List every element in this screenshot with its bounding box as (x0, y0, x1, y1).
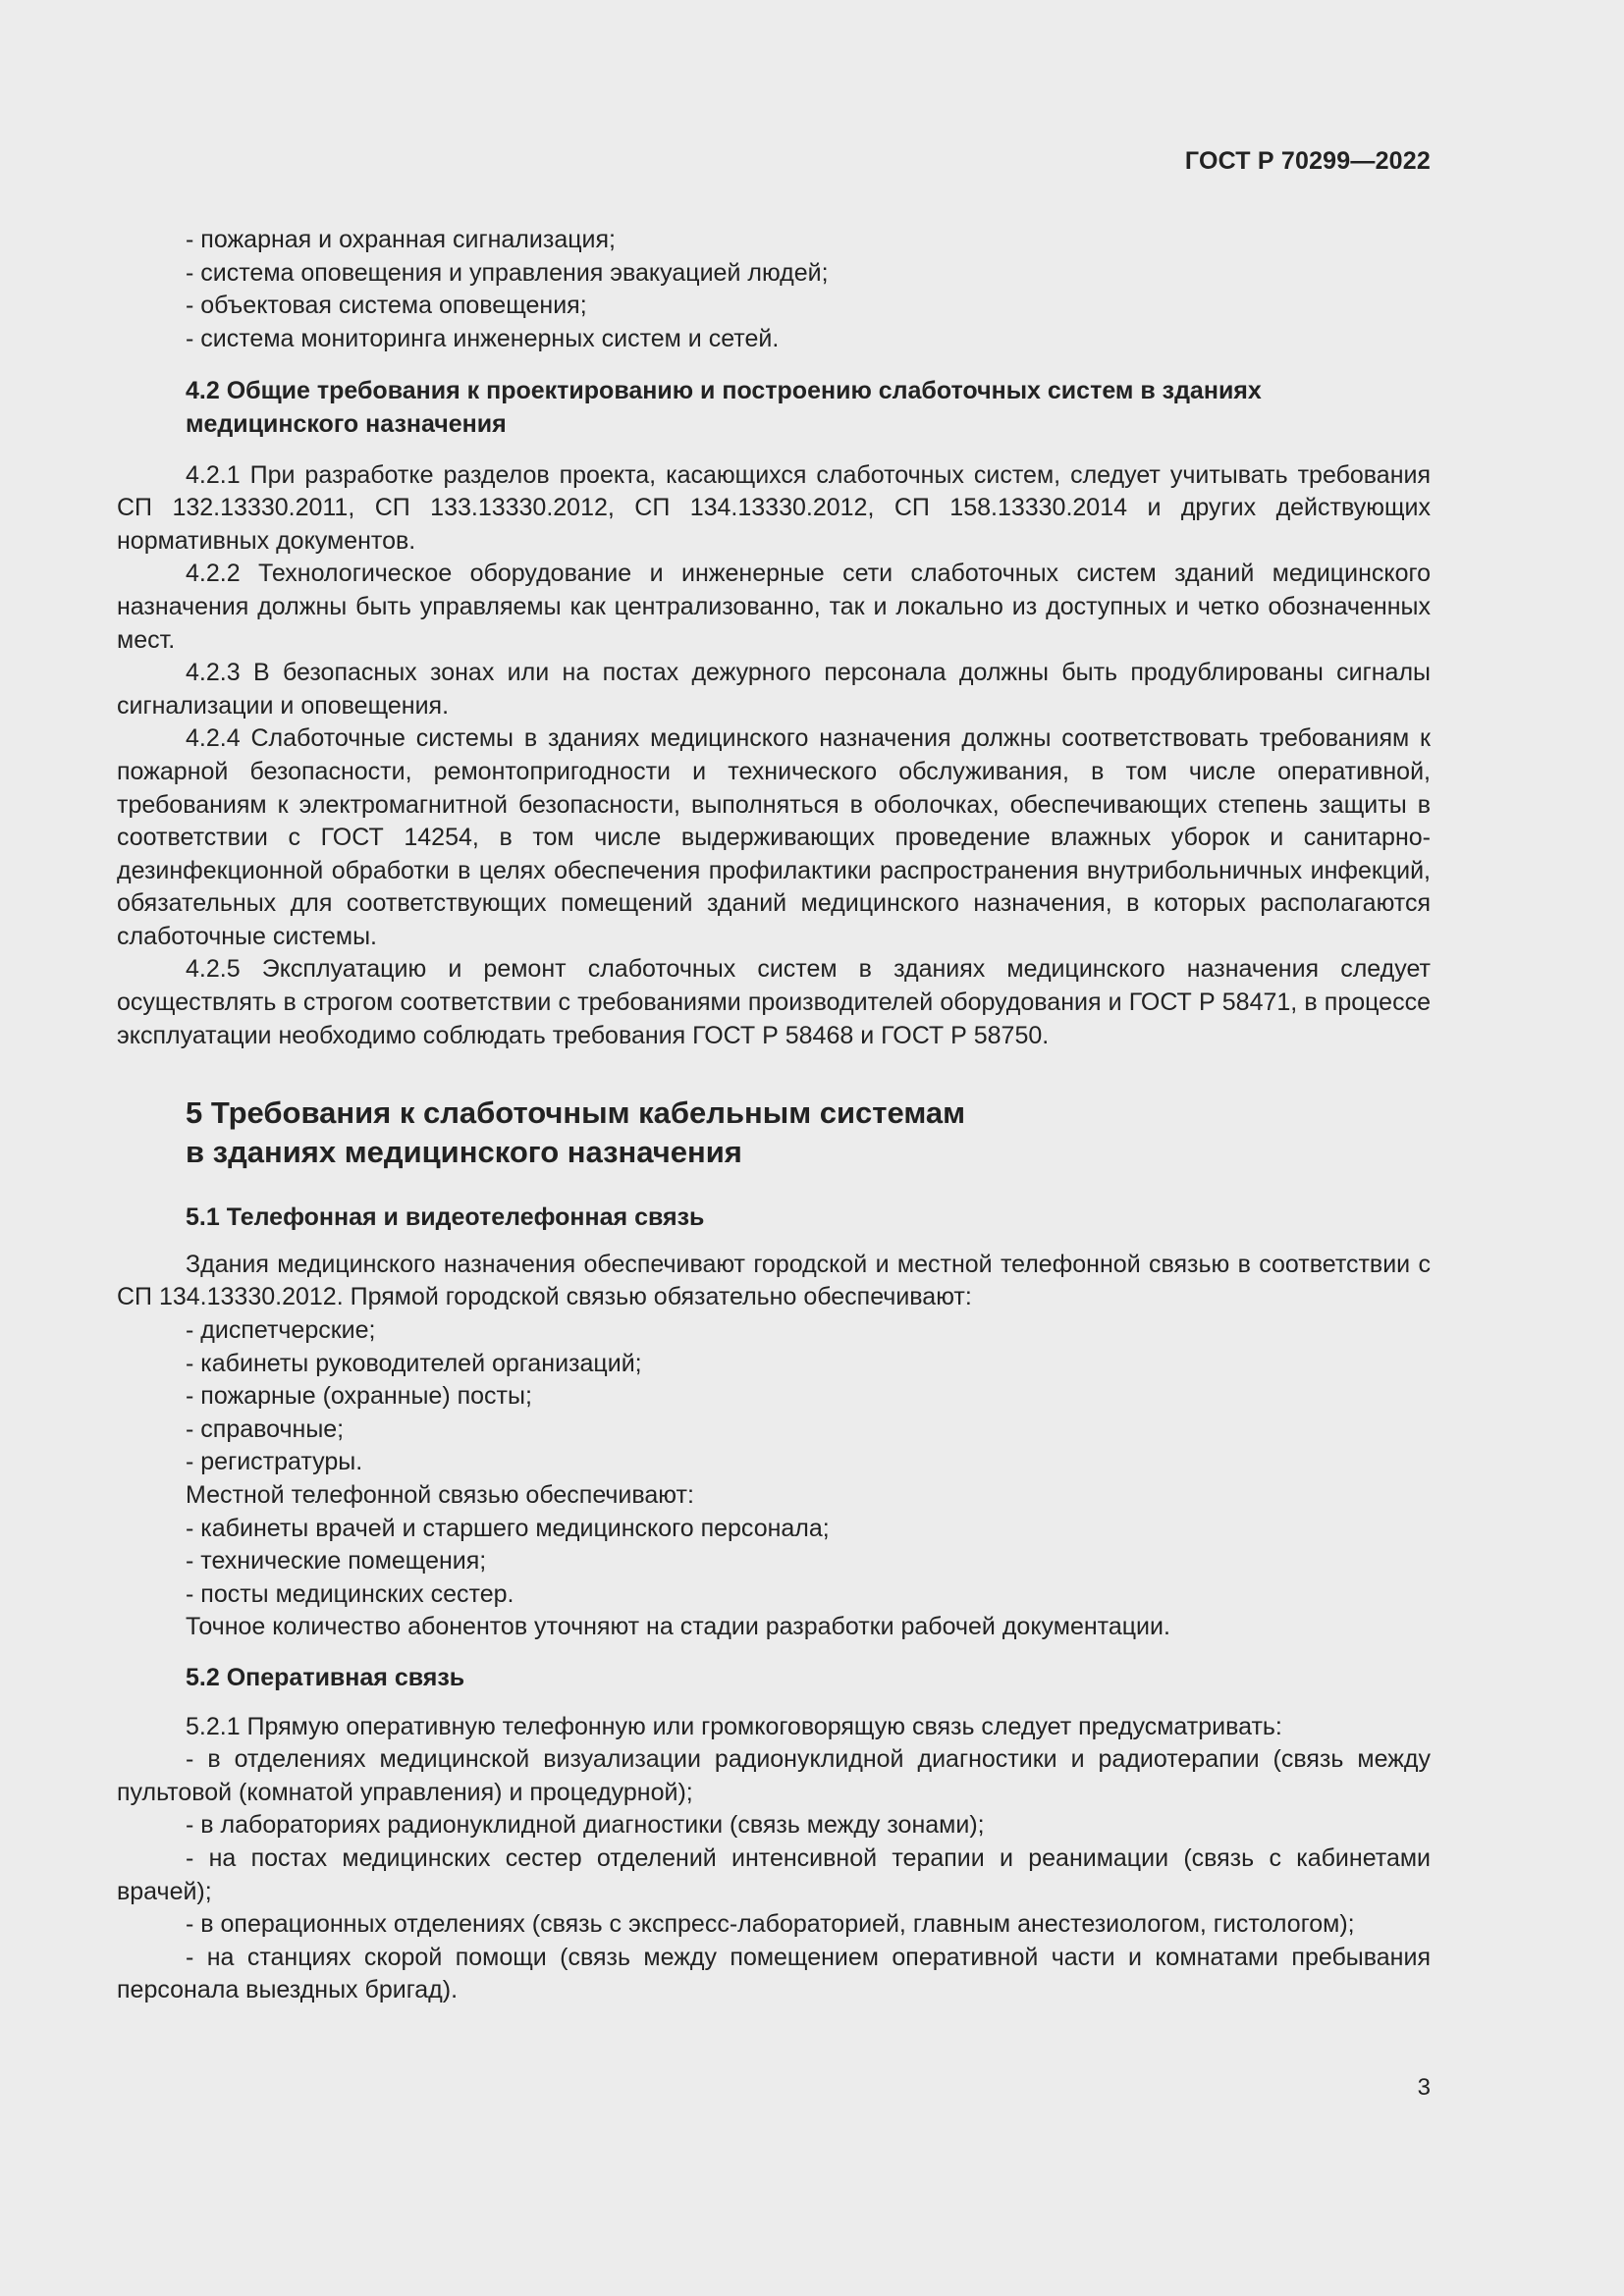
section-5-heading-line1: 5 Требования к слаботочным кабельным системам (186, 1095, 966, 1131)
list-item: - диспетчерские; (117, 1314, 1431, 1348)
section-5-heading (117, 1094, 1431, 1172)
list-item: - в лабораториях радионуклидной диагностики (связь между зонами); (117, 1809, 1431, 1842)
document-body (117, 224, 1431, 2007)
section-5-heading-line2: в зданиях медицинского назначения (186, 1135, 742, 1170)
list-item: - кабинеты врачей и старшего медицинского персонала; (117, 1513, 1431, 1546)
paragraph-4-2-5: 4.2.5 Эксплуатацию и ремонт слаботочных систем в зданиях медицинского назначения следует осуществлять в строгом соответствии с требованиями производителей оборудования и ГОСТ Р 58471, в процессе эксплуатации необходимо соблюдать требования ГОСТ Р 58468 и ГОСТ Р 58750. (117, 955, 1431, 1049)
paragraph-4-2-3: 4.2.3 В безопасных зонах или на постах дежурного персонала должны быть продублированы сигналы сигнализации и оповещения. (117, 659, 1431, 720)
list-item: - технические помещения; (117, 1545, 1431, 1578)
list-item: - справочные; (117, 1414, 1431, 1447)
list-item: - регистратуры. (117, 1446, 1431, 1479)
list-item: - система оповещения и управления эвакуацией людей; (117, 257, 1431, 291)
list-item: - в операционных отделениях (связь с экспресс-лабораторией, главным анестезиологом, гистологом); (117, 1908, 1431, 1942)
paragraph-4-2-2: 4.2.2 Технологическое оборудование и инженерные сети слаботочных систем зданий медицинского назначения должны быть управляемы как централизованно, так и локально из доступных и четко обозначенных мест. (117, 560, 1431, 654)
paragraph-local-intro: Местной телефонной связью обеспечивают: (186, 1481, 694, 1509)
paragraph-4-2-4: 4.2.4 Слаботочные системы в зданиях медицинского назначения должны соответствовать требованиям к пожарной безопасности, ремонтопригодности и технического обслуживания, в том числе оперативной, требованиям к электромагнитной безопасности, выполняться в оболочках, обеспечивающих степень защиты в соответствии с ГОСТ 14254, в том числе выдерживающих проведение влажных уборок и санитарно-дезинфекционной обработки в целях обеспечения профилактики распространения внутрибольничных инфекций, обязательных для соответствующих помещений зданий медицинского назначения, в которых располагаются слаботочные системы. (117, 724, 1431, 950)
list-item: - кабинеты руководителей организаций; (117, 1348, 1431, 1381)
paragraph-5-2-1: 5.2.1 Прямую оперативную телефонную или громкоговорящую связь следует предусматривать: (186, 1712, 1282, 1740)
list-item: - посты медицинских сестер. (117, 1578, 1431, 1612)
document-header: ГОСТ Р 70299—2022 (1184, 147, 1431, 175)
list-item: - пожарные (охранные) посты; (117, 1380, 1431, 1414)
page-number: 3 (1417, 2074, 1431, 2101)
section-4-2-heading: 4.2 Общие требования к проектированию и построению слаботочных систем в зданиях медицинского назначения (186, 377, 1262, 438)
list-item: - система мониторинга инженерных систем и сетей. (117, 323, 1431, 356)
list-item: - объектовая система оповещения; (117, 290, 1431, 323)
section-5-1-heading: 5.1 Телефонная и видеотелефонная связь (186, 1203, 705, 1232)
list-item: - в отделениях медицинской визуализации радионуклидной диагностики и радиотерапии (связь между пультовой (комнатой управления) и процедурной); (117, 1743, 1431, 1809)
list-item: - на станциях скорой помощи (связь между помещением оперативной части и комнатами пребывания персонала выездных бригад). (117, 1942, 1431, 2007)
paragraph-4-2-1: 4.2.1 При разработке разделов проекта, касающихся слаботочных систем, следует учитывать требования СП 132.13330.2011, СП 133.13330.2012, СП 134.13330.2012, СП 158.13330.2014 и других действующих нормативных документов. (117, 460, 1431, 555)
section-5-2-heading: 5.2 Оперативная связь (186, 1663, 465, 1691)
list-item: - пожарная и охранная сигнализация; (117, 224, 1431, 257)
paragraph-closing: Точное количество абонентов уточняют на стадии разработки рабочей документации. (186, 1613, 1170, 1641)
list-item: - на постах медицинских сестер отделений интенсивной терапии и реанимации (связь с кабинетами врачей); (117, 1842, 1431, 1908)
paragraph-5-1-intro: Здания медицинского назначения обеспечивают городской и местной телефонной связью в соответствии с СП 134.13330.2012. Прямой городской связью обязательно обеспечивают: (117, 1250, 1431, 1311)
